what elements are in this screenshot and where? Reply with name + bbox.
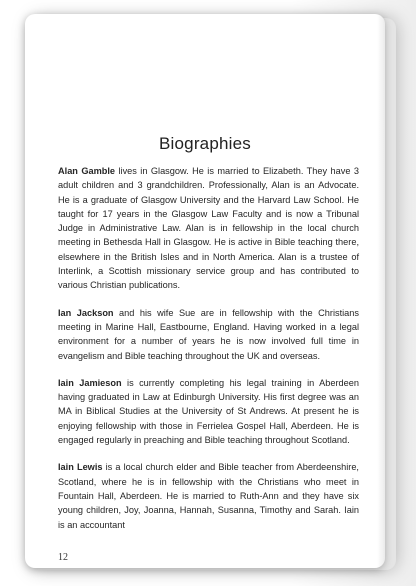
biographies-content bbox=[58, 164, 359, 545]
book-page bbox=[25, 14, 385, 568]
biography-name: Alan Gamble bbox=[58, 166, 116, 176]
biography-paragraph bbox=[58, 164, 359, 293]
biography-text: lives in Glasgow. He is married to Elizabeth. They have 3 adult children and 3 grandchildren. Professionally, Alan is an Advocate. He is a graduate of Glasgow University and the Harvard Law School. He taught for 17 years in the Glasgow Law Faculty and is now a Tribunal Judge in Administrative Law. Alan is in fellowship in the local church meeting in Bethesda Hall in Glasgow. He is active in Bible teaching there, elsewhere in the British Isles and in North America. Alan is a trustee of Interlink, a Scottish missionary service group and has contributed to various Christian publications. bbox=[58, 166, 359, 291]
page-number: 12 bbox=[58, 552, 68, 563]
page-edge-shading bbox=[377, 14, 385, 568]
biography-text: and his wife Sue are in fellowship with the Christians meeting in Marine Hall, Eastbourne, England. Having worked in a legal environment for a number of years he is now involved full time in evangelism and Bible teaching throughout the UK and overseas. bbox=[58, 307, 359, 361]
biography-name: Iain Jamieson bbox=[58, 377, 122, 388]
page-heading: Biographies bbox=[159, 134, 251, 153]
biography-name: Ian Jackson bbox=[58, 307, 114, 318]
biography-text: is a local church elder and Bible teacher from Aberdeenshire, Scotland, where he is in fellowship with the Christians who meet in Fountain Hall, Aberdeen. He is married to Ruth-Ann and they have six young children, Joy, Joanna, Hannah, Susanna, Timothy and Sarah. Iain is an accountant bbox=[58, 462, 359, 530]
biography-paragraph bbox=[58, 376, 359, 447]
biography-paragraph bbox=[58, 460, 359, 531]
biography-name: Iain Lewis bbox=[58, 462, 103, 473]
biography-paragraph bbox=[58, 306, 359, 363]
biography-text: is currently completing his legal training in Aberdeen having graduated in Law at Edinburgh University. His first degree was an MA in Biblical Studies at the University of St Andrews. At present he is enjoying fellowship with those in Ferrielea Gospel Hall, Aberdeen. He is engaged regularly in preaching and Bible teaching throughout Scotland. bbox=[58, 377, 359, 446]
